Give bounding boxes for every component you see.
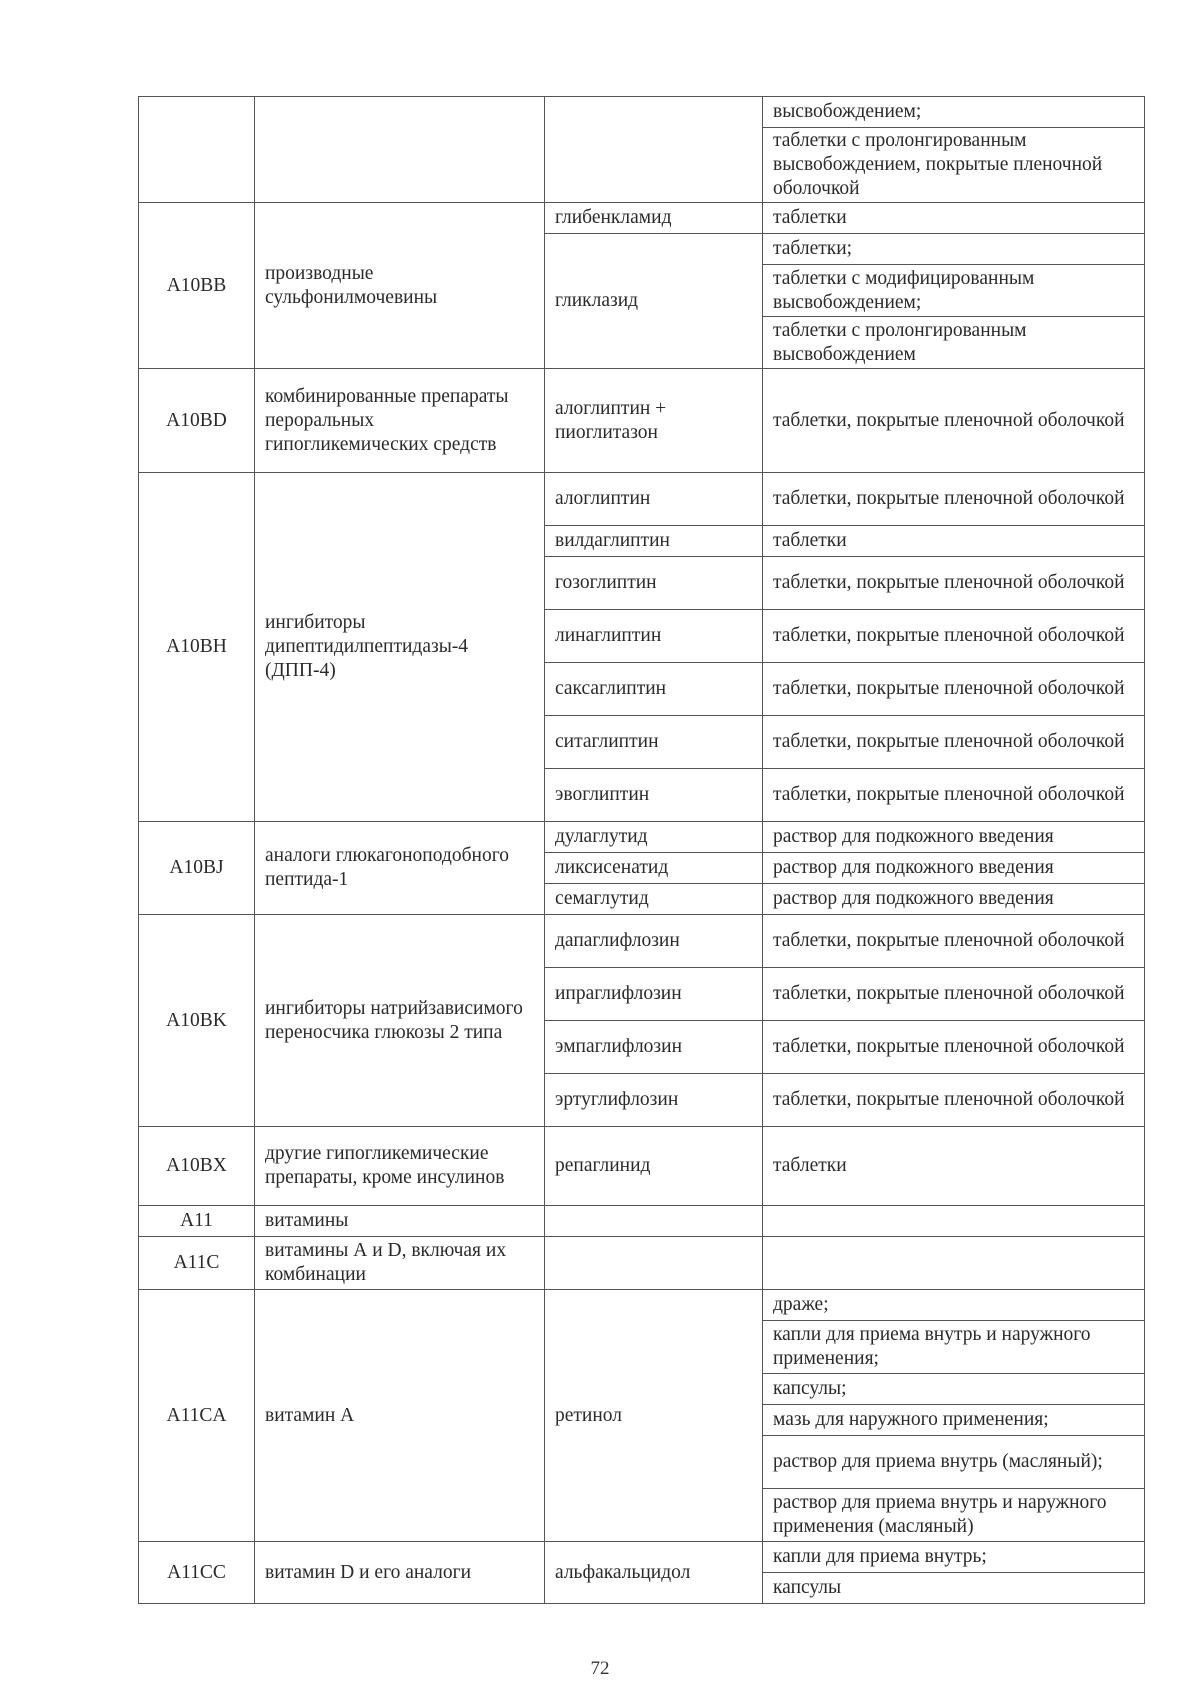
code-cell: A11CC [139, 1542, 255, 1604]
code-cell: A11 [139, 1206, 255, 1237]
form-cell: драже; [763, 1290, 1145, 1321]
form-cell: таблетки, покрытые пленочной оболочкой [763, 1021, 1145, 1074]
form-cell: капли для приема внутрь и наружного применения; [763, 1321, 1145, 1374]
form-cell: таблетки, покрытые пленочной оболочкой [763, 663, 1145, 716]
substance-cell: дулаглутид [545, 822, 763, 853]
substance-cell: эртуглифлозин [545, 1074, 763, 1127]
form-cell: раствор для приема внутрь (масляный); [763, 1436, 1145, 1489]
form-cell: таблетки с модифицированным высвобождением; [763, 265, 1145, 317]
substance-cell [545, 1206, 763, 1237]
page-number: 72 [590, 1658, 610, 1679]
form-cell: таблетки с пролонгированным высвобождением, покрытые пленочной оболочкой [763, 128, 1145, 203]
group-cell: комбинированные препараты пероральных гипогликемических средств [255, 369, 545, 473]
substance-cell: гозоглиптин [545, 557, 763, 610]
substance-cell: альфакальцидол [545, 1542, 763, 1604]
substance-cell: эмпаглифлозин [545, 1021, 763, 1074]
substance-cell [545, 1237, 763, 1290]
substance-cell [545, 97, 763, 203]
group-cell: аналоги глюкагоноподобного пептида-1 [255, 822, 545, 915]
substance-cell: саксаглиптин [545, 663, 763, 716]
group-cell: витамины [255, 1206, 545, 1237]
group-cell [255, 97, 545, 203]
code-cell: A10BX [139, 1127, 255, 1206]
substance-cell: семаглутид [545, 884, 763, 915]
form-cell: таблетки с пролонгированным высвобождением [763, 317, 1145, 369]
code-cell: A11CA [139, 1290, 255, 1542]
code-cell: A11C [139, 1237, 255, 1290]
form-cell: высвобождением; [763, 97, 1145, 128]
form-cell: таблетки [763, 526, 1145, 557]
form-cell: таблетки, покрытые пленочной оболочкой [763, 915, 1145, 968]
substance-cell: репаглинид [545, 1127, 763, 1206]
form-cell: таблетки, покрытые пленочной оболочкой [763, 968, 1145, 1021]
substance-cell: эвоглиптин [545, 769, 763, 822]
substance-cell: ликсисенатид [545, 853, 763, 884]
group-cell: производные сульфонилмочевины [255, 203, 545, 369]
form-cell: таблетки [763, 203, 1145, 234]
form-cell [763, 1237, 1145, 1290]
substance-cell: алоглиптин + пиоглитазон [545, 369, 763, 473]
substance-cell: гликлазид [545, 234, 763, 369]
form-cell: таблетки, покрытые пленочной оболочкой [763, 557, 1145, 610]
substance-cell: ретинол [545, 1290, 763, 1542]
code-cell: A10BK [139, 915, 255, 1127]
substance-cell: ипраглифлозин [545, 968, 763, 1021]
form-cell: капсулы; [763, 1374, 1145, 1405]
group-cell: витамины А и D, включая их комбинации [255, 1237, 545, 1290]
substance-cell: ситаглиптин [545, 716, 763, 769]
form-cell: мазь для наружного применения; [763, 1405, 1145, 1436]
form-cell: таблетки, покрытые пленочной оболочкой [763, 1074, 1145, 1127]
form-cell: таблетки, покрытые пленочной оболочкой [763, 473, 1145, 526]
form-cell: раствор для приема внутрь и наружного применения (масляный) [763, 1489, 1145, 1542]
medication-table [138, 96, 1145, 1604]
code-cell [139, 97, 255, 203]
form-cell: таблетки [763, 1127, 1145, 1206]
form-cell: таблетки, покрытые пленочной оболочкой [763, 769, 1145, 822]
substance-cell: алоглиптин [545, 473, 763, 526]
substance-cell: вилдаглиптин [545, 526, 763, 557]
form-cell: капли для приема внутрь; [763, 1542, 1145, 1573]
form-cell: таблетки; [763, 234, 1145, 265]
form-cell: раствор для подкожного введения [763, 853, 1145, 884]
code-cell: A10BJ [139, 822, 255, 915]
form-cell: таблетки, покрытые пленочной оболочкой [763, 610, 1145, 663]
group-cell: ингибиторы натрийзависимого переносчика глюкозы 2 типа [255, 915, 545, 1127]
code-cell: A10BD [139, 369, 255, 473]
form-cell: раствор для подкожного введения [763, 822, 1145, 853]
group-cell: ингибиторы дипептидилпептидазы-4 (ДПП-4) [255, 473, 545, 822]
form-cell [763, 1206, 1145, 1237]
group-cell: витамин D и его аналоги [255, 1542, 545, 1604]
form-cell: таблетки, покрытые пленочной оболочкой [763, 716, 1145, 769]
code-cell: A10BB [139, 203, 255, 369]
substance-cell: глибенкламид [545, 203, 763, 234]
form-cell: капсулы [763, 1573, 1145, 1604]
group-cell: другие гипогликемические препараты, кроме инсулинов [255, 1127, 545, 1206]
form-cell: таблетки, покрытые пленочной оболочкой [763, 369, 1145, 473]
code-cell: A10BH [139, 473, 255, 822]
substance-cell: дапаглифлозин [545, 915, 763, 968]
substance-cell: линаглиптин [545, 610, 763, 663]
form-cell: раствор для подкожного введения [763, 884, 1145, 915]
group-cell: витамин А [255, 1290, 545, 1542]
